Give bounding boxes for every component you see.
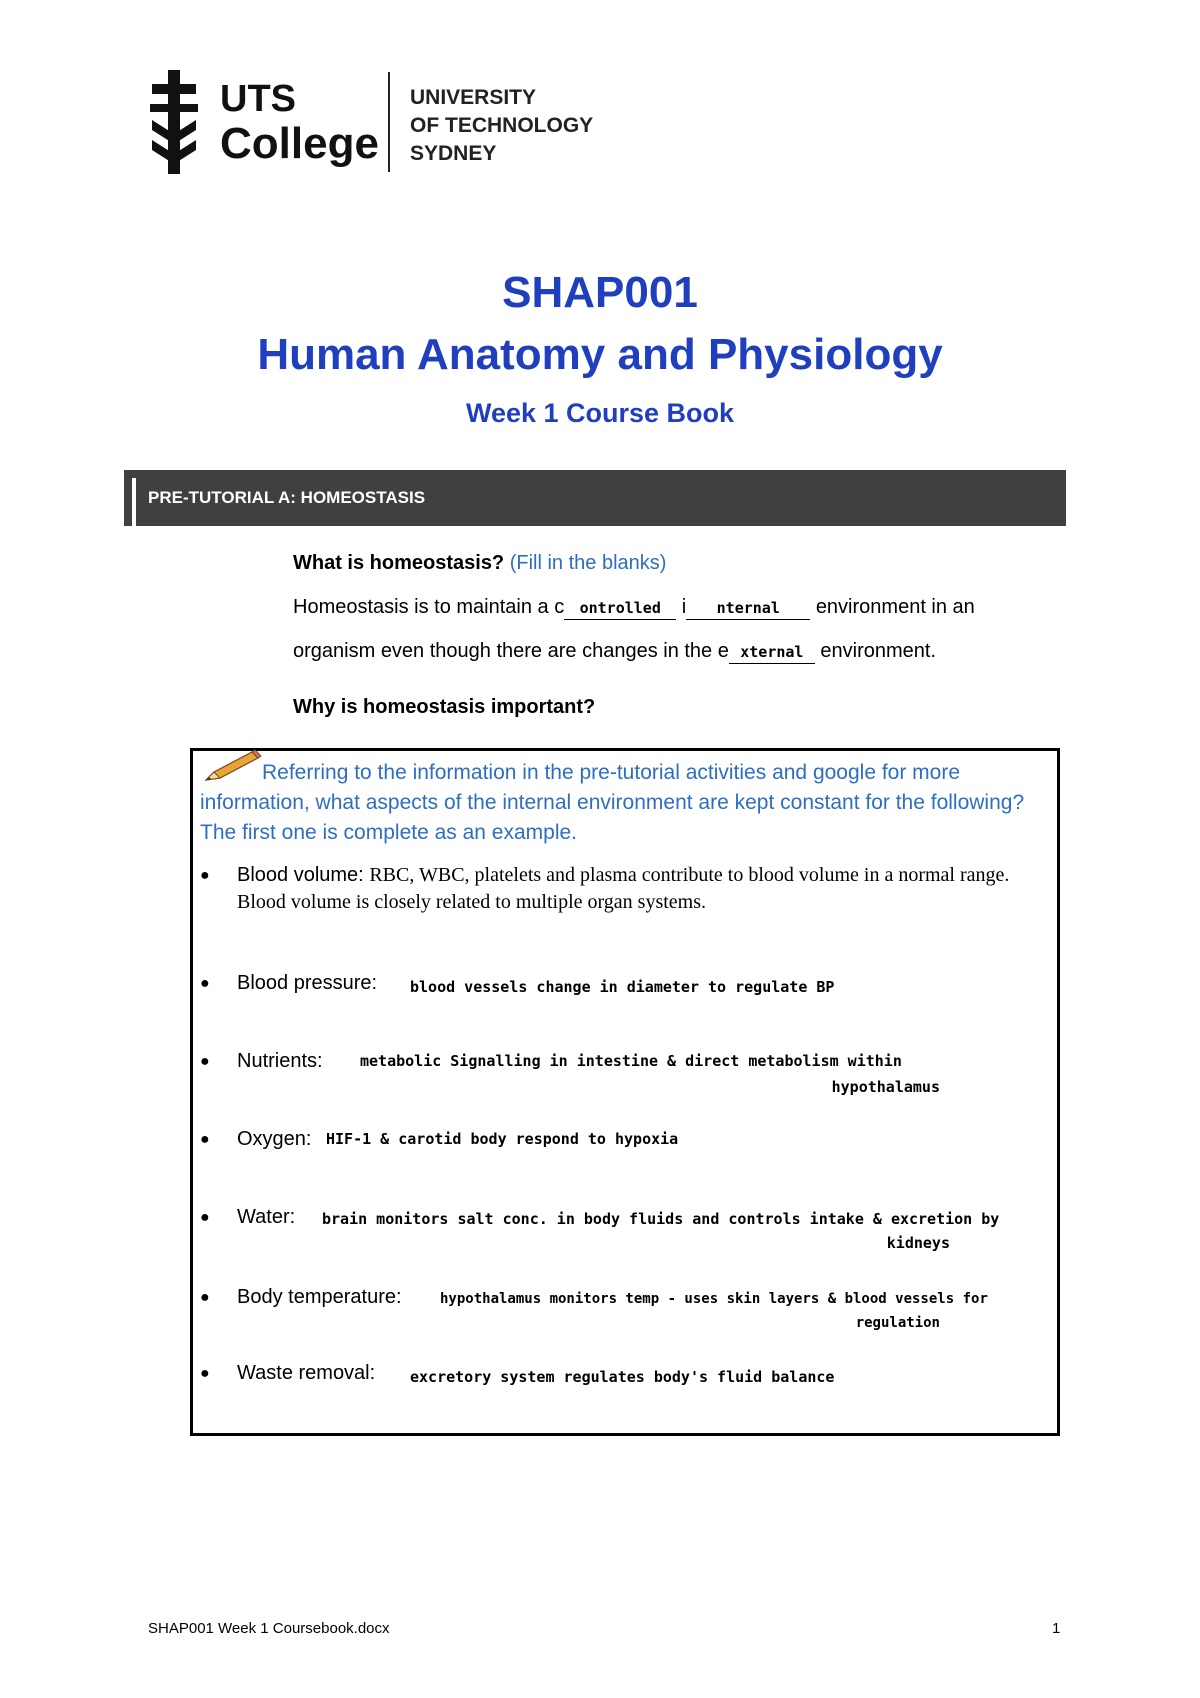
list-item-blood-volume <box>200 862 1040 918</box>
bullet-icon: ● <box>200 1289 210 1306</box>
item-text: RBC, WBC, platelets and plasma contribute to blood volume in a normal range. Blood volume is closely related to multiple organ systems. <box>237 864 1010 913</box>
list-item-blood-pressure <box>200 970 1040 1000</box>
handwritten-answer-continued[interactable]: regulation <box>855 1315 940 1331</box>
item-label: Blood pressure: <box>237 972 378 994</box>
item-label: Waste removal: <box>237 1362 376 1384</box>
sentence-text: Homeostasis is to maintain a c <box>293 596 565 618</box>
bullet-icon: ● <box>200 975 210 992</box>
fill-sentence-2 <box>293 640 936 664</box>
sentence-text: i <box>681 596 687 618</box>
logo-college-text: College <box>220 119 379 168</box>
logo-uts-text: UTS <box>220 78 296 120</box>
handwritten-answer[interactable]: HIF-1 & carotid body respond to hypoxia <box>326 1130 679 1148</box>
blank-2-answer: nternal <box>716 599 780 617</box>
course-title: Human Anatomy and Physiology <box>257 330 943 379</box>
item-label: Body temperature: <box>237 1286 402 1308</box>
blank-3-answer: xternal <box>740 643 804 661</box>
question-what-is-homeostasis <box>293 552 666 575</box>
item-label: Nutrients: <box>237 1050 323 1072</box>
handwritten-answer[interactable]: blood vessels change in diameter to regulate BP <box>410 978 835 996</box>
logo-university-line: UNIVERSITY <box>410 86 537 109</box>
blank-1[interactable] <box>564 596 676 620</box>
logo-divider <box>388 72 390 172</box>
handwritten-answer[interactable]: metabolic Signalling in intestine & direct metabolism within <box>360 1052 902 1070</box>
section-heading: PRE-TUTORIAL A: HOMEOSTASIS <box>148 488 426 507</box>
blank-1-answer: ontrolled <box>579 599 661 617</box>
handwritten-answer-continued[interactable]: kidneys <box>886 1234 950 1252</box>
item-content <box>237 862 1037 916</box>
list-item-water <box>200 1204 1040 1260</box>
bullet-icon: ● <box>200 1053 210 1070</box>
question-text: What is homeostasis? <box>293 552 505 574</box>
sentence-text: organism even though there are changes in the e <box>293 640 729 662</box>
question-why-important: Why is homeostasis important? <box>293 696 596 718</box>
bullet-icon: ● <box>200 1131 210 1148</box>
item-label: Blood volume: <box>237 864 364 886</box>
footer-filename: SHAP001 Week 1 Coursebook.docx <box>148 1620 390 1637</box>
item-label: Oxygen: <box>237 1128 312 1150</box>
sentence-text: environment in an <box>815 596 975 618</box>
logo-university-line: SYDNEY <box>410 142 497 165</box>
handwritten-answer[interactable]: excretory system regulates body's fluid balance <box>410 1368 835 1386</box>
bullet-icon: ● <box>200 1209 210 1226</box>
fill-sentence-1 <box>293 596 975 620</box>
uts-college-logo <box>148 70 608 180</box>
course-code: SHAP001 <box>502 268 698 317</box>
handwritten-answer-continued[interactable]: hypothalamus <box>831 1078 940 1096</box>
list-item-nutrients <box>200 1048 1040 1104</box>
list-item-body-temperature <box>200 1284 1040 1340</box>
sentence-text: environment. <box>820 640 937 662</box>
handwritten-answer[interactable]: hypothalamus monitors temp - uses skin layers & blood vessels for <box>440 1291 988 1307</box>
activity-instructions: Referring to the information in the pre-tutorial activities and google for more information, what aspects of the internal environment are kept constant for the following? The first one is complete as an example. <box>200 761 1025 844</box>
logo-university-line: OF TECHNOLOGY <box>410 114 594 137</box>
course-subtitle: Week 1 Course Book <box>465 398 735 428</box>
logo-university-text <box>410 84 593 168</box>
list-item-waste-removal <box>200 1360 1040 1390</box>
blank-3[interactable] <box>729 640 815 664</box>
blank-2[interactable] <box>686 596 810 620</box>
bullet-icon: ● <box>200 867 210 884</box>
list-item-oxygen <box>200 1126 1040 1156</box>
question-hint: (Fill in the blanks) <box>509 552 667 574</box>
uts-crest-icon <box>148 70 200 174</box>
item-label: Water: <box>237 1206 296 1228</box>
bullet-icon: ● <box>200 1365 210 1382</box>
section-header-accent <box>132 478 136 526</box>
handwritten-answer[interactable]: brain monitors salt conc. in body fluids and controls intake & excretion by <box>322 1210 1000 1228</box>
footer-page-number: 1 <box>1052 1620 1061 1637</box>
